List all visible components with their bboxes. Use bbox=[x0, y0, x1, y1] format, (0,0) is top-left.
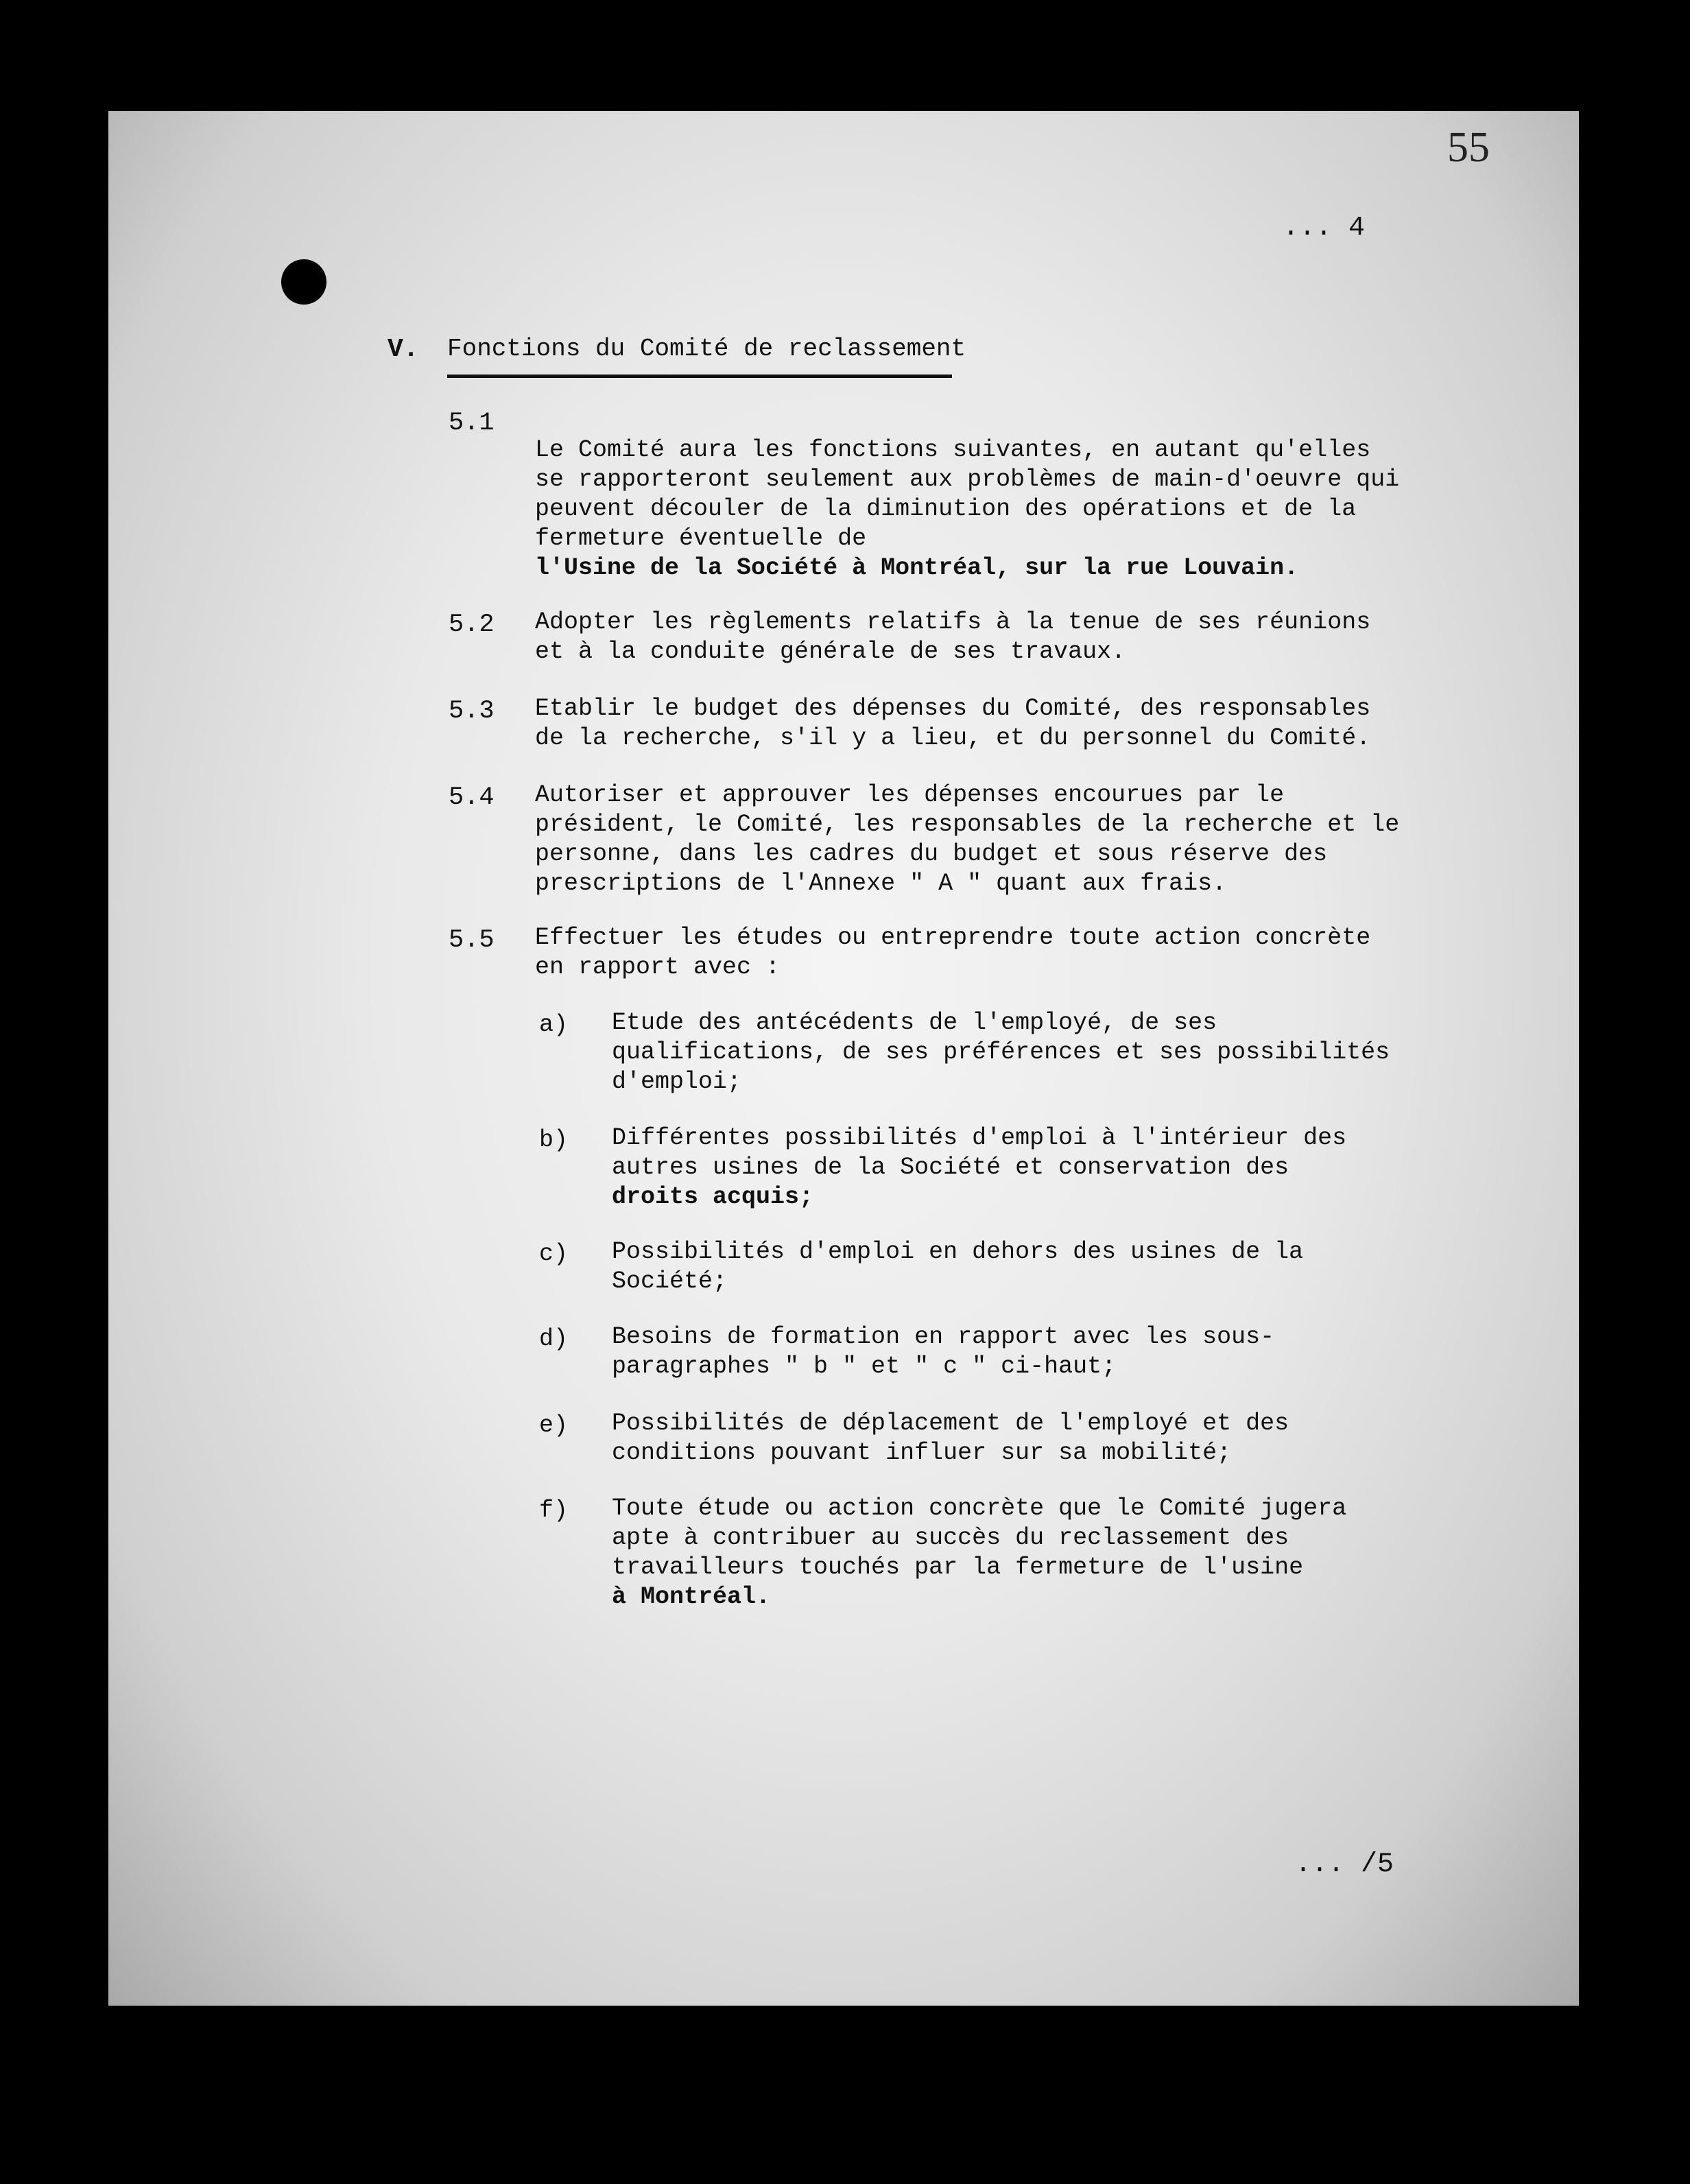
title-underline bbox=[447, 375, 952, 378]
item-text: Etude des antécédents de l'employé, de ses qualifications, de ses préférences et ses possibilités d'emploi; bbox=[612, 1009, 1390, 1095]
item-text: Possibilités d'emploi en dehors des usines de la Société; bbox=[612, 1238, 1304, 1295]
clause-text: Effectuer les études ou entreprendre toute action concrète en rapport avec : bbox=[535, 924, 1371, 981]
item-text bbox=[612, 1124, 1401, 1212]
item-emphasis: droits acquis; bbox=[612, 1183, 814, 1211]
item-text: Possibilités de déplacement de l'employé et des conditions pouvant influer sur sa mobilité; bbox=[612, 1410, 1289, 1467]
item-emphasis: à Montréal. bbox=[612, 1583, 771, 1611]
continuation-marker-top: ... 4 bbox=[1283, 213, 1366, 244]
item-body: Différentes possibilités d'emploi à l'intérieur des autres usines de la Société et conservation des bbox=[612, 1124, 1347, 1181]
clause-text bbox=[535, 406, 1413, 613]
clause-text: Adopter les règlements relatifs à la tenue de ses réunions et à la conduite générale de ses travaux. bbox=[535, 608, 1371, 665]
clause-number: 5.1 bbox=[449, 409, 495, 438]
continuation-marker-bottom: ... /5 bbox=[1295, 1849, 1394, 1880]
clause-emphasis: l'Usine de la Société à Montréal, sur la rue Louvain. bbox=[535, 554, 1299, 582]
clause-text: Autoriser et approuver les dépenses encourues par le président, le Comité, les responsables de la recherche et le personne, dans les cadres du budget et sous réserve des prescriptions de l'Annexe " A " quant aux frais. bbox=[535, 781, 1400, 897]
item-text bbox=[612, 1494, 1401, 1612]
clause-number: 5.2 bbox=[449, 610, 495, 639]
item-letter: e) bbox=[539, 1412, 569, 1439]
item-letter: c) bbox=[539, 1240, 569, 1268]
item-letter: d) bbox=[539, 1325, 569, 1353]
item-body: Toute étude ou action concrète que le Comité jugera apte à contribuer au succès du reclassement des travailleurs touchés par la fermeture de l'usine bbox=[612, 1495, 1347, 1581]
item-letter: a) bbox=[539, 1011, 569, 1038]
punch-hole bbox=[281, 259, 326, 305]
section-numeral: V. bbox=[388, 335, 419, 364]
item-letter: f) bbox=[539, 1497, 569, 1524]
clause-body: Le Comité aura les fonctions suivantes, en autant qu'elles se rapporteront seulement aux problèmes de main-d'oeuvre qui peuvent découler de la diminution des opérations et de la fermeture éventuelle de bbox=[535, 436, 1400, 552]
clause-number: 5.5 bbox=[449, 926, 495, 955]
clause-number: 5.4 bbox=[449, 783, 495, 812]
clause-text: Etablir le budget des dépenses du Comité, des responsables de la recherche, s'il y a lieu, et du personnel du Comité. bbox=[535, 695, 1371, 752]
item-letter: b) bbox=[539, 1126, 569, 1154]
section-title: Fonctions du Comité de reclassement bbox=[447, 335, 966, 363]
item-text: Besoins de formation en rapport avec les sous-paragraphes " b " et " c " ci-haut; bbox=[612, 1323, 1275, 1380]
clause-number: 5.3 bbox=[449, 697, 495, 726]
page-number: 55 bbox=[1447, 124, 1490, 171]
